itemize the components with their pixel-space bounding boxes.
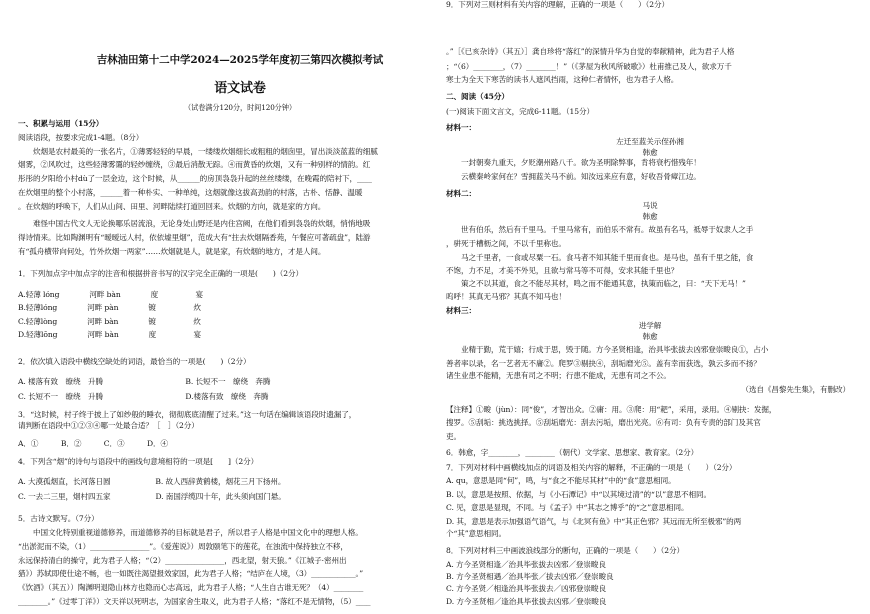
right-line: B. 以，意思是按照、依据，与《小石潭记》中“以其境过清”的“以”意思不相同。	[446, 490, 712, 499]
right-line: 韩愈	[642, 148, 658, 157]
left-line: A. 楼落有致 缭绕 升腾 B. 长短不一 缭绕 奔腾	[18, 377, 271, 386]
left-line: 得诗情来。比如陶渊明有“暧暧远人村，依依墟里烟”，范成大有“拄去炊烟隔香苑，午餐应可著疏盘”，陆游	[18, 233, 371, 242]
left-line: 2．依次填入语段中横线空缺处的词语，最恰当的一项是( )（2分）	[18, 357, 251, 366]
left-line: 难怪中国古代文人无论换哪乐居流浪，无论身处山野还是内住宫阙，在他们看到袅袅的炊烟，悄悄地吸	[18, 219, 371, 228]
exam-title: 吉林油田第十二中学2024—2025学年度初三第四次模拟考试	[96, 54, 384, 66]
right-line: A. qu，意思是同“何”，鸣，与“食之不能尽其材”中的“食”意思相同。	[446, 476, 676, 485]
left-line: 彤彤的夕阳给小村dù了一层金边，这个时候，从______的房顶袅袅升起的丝丝缕缕，在晚霞的陪衬下，____	[18, 174, 372, 183]
left-line: 烟雾，②风吹过，这些轻薄雾霭的轻纱缠绕，③最后消散无踪。④而黄昏的炊烟，又有一种别样的情韵。红	[18, 160, 371, 169]
right-line: ；“（6）________，（7）________！”（《茅屋为秋风所破歌》）杜甫推己及人，欲求万千	[446, 62, 732, 71]
right-line: 二、阅读（45分）	[446, 92, 509, 101]
left-line: D.轻薄lōng 河畔 bàn 度 宴	[18, 330, 202, 339]
left-line: 猎》）苏轼即使仕途不畅，也一如既往渴望报效家国，此为君子人格；“结庐在人境，（3）____________。”	[18, 569, 364, 578]
right-line: 云横秦岭家何在？雪拥蓝关马不前。知汝远来应有意，好收吾骨瘴江边。	[446, 172, 701, 181]
right-line: 吏。	[446, 432, 461, 441]
right-line: D. 其，意思是表示加强语气语气，与《北冥有鱼》中“其正色邪？其远而无所至极邪”的两	[446, 517, 742, 526]
left-line: 5．古诗文默写。（7分）	[18, 514, 99, 523]
right-line: D. 方今圣贤相／逢治具毕张拔去凶邪／登崇畯良	[446, 597, 607, 606]
right-line: 材料一：	[446, 123, 476, 132]
right-line: 业精于勤，荒于嬉；行成于思，毁于随。方今圣贤相逢，治具毕张拔去凶邪登崇畯良①，占小	[446, 345, 769, 354]
right-line: C. 方今圣贤／相逢治具毕张拔去／凶邪登崇畯良	[446, 584, 606, 593]
left-line: C. 长短不一 缭绕 升腾 D.楼落有致 缭绕 奔腾	[18, 392, 269, 401]
exam-subtitle: 语文试卷	[214, 81, 266, 96]
right-line: 马说	[642, 201, 658, 210]
right-line: 9．下列对三则材料有关内容的理解，正确的一项是（ ）（2分）	[446, 0, 669, 9]
right-line: (一)阅读下面文言文，完成6-11题。（15分）	[446, 107, 594, 116]
left-line: 4．下列含“烟”的诗句与语段中的画线句意境相符的一项是[ ]（2分）	[18, 457, 259, 466]
right-line: C. 见，意思是显现，不同。与《孟子》中“其志之博乎”的“之”意思相同。	[446, 503, 689, 512]
left-line: 中国文化特别重视道德修养，而道德修养的目标就是君子，所以君子人格是中国文化中的理想人格。	[18, 528, 363, 537]
right-line: 寒士为全天下寒苦的读书人遮风挡雨，这种仁者情怀，也为君子人格。	[446, 75, 679, 84]
right-line: 【注释】①畯（jùn）：同“俊”，才智出众。②庸：用。③爬：用“耙”，采用，录用。④剔抉：发掘，	[446, 405, 777, 414]
left-line: 3．“这时候，村子终于披上了如纱般的睡衣，彻彻底底清醒了过来。”这一句话在编辑该语段时遗漏了，	[18, 410, 357, 419]
left-line: 《饮酒》（其五））陶渊明退隐山林方也隐而心志高远，此为君子人格；“人生自古谁无死？（4）________	[18, 583, 364, 592]
right-line: 世有伯乐，然后有千里马。千里马常有，而伯乐不常有。故虽有名马，祗辱于奴隶人之手	[446, 225, 754, 234]
right-line: 6．韩愈，字________，________（朝代）文学家、思想家、教育家。（2分）	[446, 448, 699, 457]
left-line: 在炊烟里的整个小村落，______着一种朴实、一种单纯，这烟就像这拔高劲韵的村落，古朴、恬静、温暖	[18, 188, 363, 197]
left-line: “出淤泥而不染，（1）________________”。《爱莲说》）周敦颐笔下的莲花，在浊流中保持独立不移，	[18, 542, 348, 551]
right-line: 马之千里者，一食或尽粟一石。食马者不知其能千里而食也。是马也，虽有千里之能，食	[446, 253, 754, 262]
right-line: 材料二：	[446, 189, 476, 198]
right-line: （选自《昌黎先生集》，有删改）	[741, 385, 850, 394]
left-line: A. 大漠孤烟直，长河落日圆 B. 故人西辞黄鹤楼，烟花三月下扬州。	[18, 477, 286, 486]
right-line: A. 方今圣贤相逢／治具毕张拔去凶邪／登崇畯良	[446, 560, 606, 569]
left-line: 请判断在语段中①②③④哪一处最合适？［ ］（2分）	[18, 421, 199, 430]
left-line: 1．下列加点字中加点字的注音和根据拼音书写的汉字完全正确的一项是( )（2分）	[18, 269, 303, 278]
left-line: 永远保持清白的操守，此为君子人格；“（2）________________，西北望，射天狼。”《江城子·密州出	[18, 556, 347, 565]
left-line: 炊烟是农村最美的一张名片，①薄雾轻轻的早晨，一缕缕炊烟细长或粗粗的烟囱里，冒出淡淡蓝蓝的细腻	[18, 147, 378, 156]
exam-meta: （试卷满分120分，时间120分钟）	[184, 103, 296, 112]
left-line: ________。”《过零丁洋》）文天祥以死明志，为国家舍生取义，此为君子人格；“落红不是无情物，（5）____	[18, 597, 371, 606]
right-line: 个“其”意思相同。	[446, 529, 507, 538]
left-line: 。在炊烟的呼唤下，人们从山间、田里、河畔陆续打道回回来。炊烟的方向，就是家的方向。	[18, 202, 326, 211]
right-line: 善者率以录，名一艺者无不庸②。爬罗③剔抉④，刮垢磨光⑤。盖有幸而获选，孰云多而不扬？	[446, 359, 761, 368]
right-line: 搜罗。⑤刮垢：挑选挑择。⑤刮垢磨光：刮去污垢，磨出光亮。⑥有司：负有专责的部门及其官	[446, 418, 761, 427]
right-line: 材料三：	[446, 306, 476, 315]
left-line: B.轻薄lóng 河畔 pàn 镀 炊	[18, 303, 201, 312]
right-line: 左迁至蓝关示侄孙湘	[616, 137, 684, 146]
left-line: A.轻薄 lóng 河畔 bàn 度 宴	[18, 290, 204, 299]
right-line: ，骈死于槽枥之间，不以千里称也。	[446, 239, 566, 248]
right-line: B. 方今圣贤相遇／治具毕张／拔去凶邪／登崇畯良	[446, 572, 614, 581]
left-line: 一、积累与运用（15分）	[18, 119, 104, 128]
right-line: 8．下列对材料三中画波浪线部分的断句，正确的一项是（ ）（2分）	[446, 546, 684, 555]
right-line: 。”［《已亥杂诗》（其五）］龚自珍将“落红”的深情升华为自觉的奉献精神，此为君子人格	[446, 47, 735, 56]
right-line: 呜呼！其真无马邪？其真不知马也！	[446, 292, 566, 301]
left-line: C. 一去二三里，烟村四五家 D. 南国浮缆四十年，此头须向国门悬。	[18, 492, 286, 501]
left-line: 有“孤舟横带向何处，竹外炊烟一两家”……炊烟就是人，就是家，有炊烟的地方，才是人间。	[18, 247, 326, 256]
right-line: 诸生业患不能精，无患有司之不明；行患不能成，无患有司之不公。	[446, 371, 671, 380]
right-line: 7．下列对材料中画横线加点的词语及相关内容的解释，不正确的一项是（ ）（2分）	[446, 463, 737, 472]
right-line: 策之不以其道，食之不能尽其材，鸣之而不能通其意，执策而临之，曰：“天下无马！”	[446, 279, 746, 288]
right-line: 一封朝奏九重天，夕贬潮州路八千。欲为圣明除弊事，肯将衰朽惜残年！	[446, 158, 701, 167]
right-line: 不饱，力不足，才美不外见，且欲与常马等不可得，安求其能千里也？	[446, 266, 679, 275]
right-line: 进学解	[638, 321, 662, 330]
right-line: 韩愈	[642, 332, 658, 341]
right-line: 韩愈	[642, 212, 658, 221]
left-line: 阅读语段，按要求完成1-4题。（8分）	[18, 133, 144, 142]
left-line: C.轻薄lòng 河畔 bàn 镀 炊	[18, 317, 201, 326]
left-line: A．① B．② C．③ D．④	[18, 439, 168, 448]
